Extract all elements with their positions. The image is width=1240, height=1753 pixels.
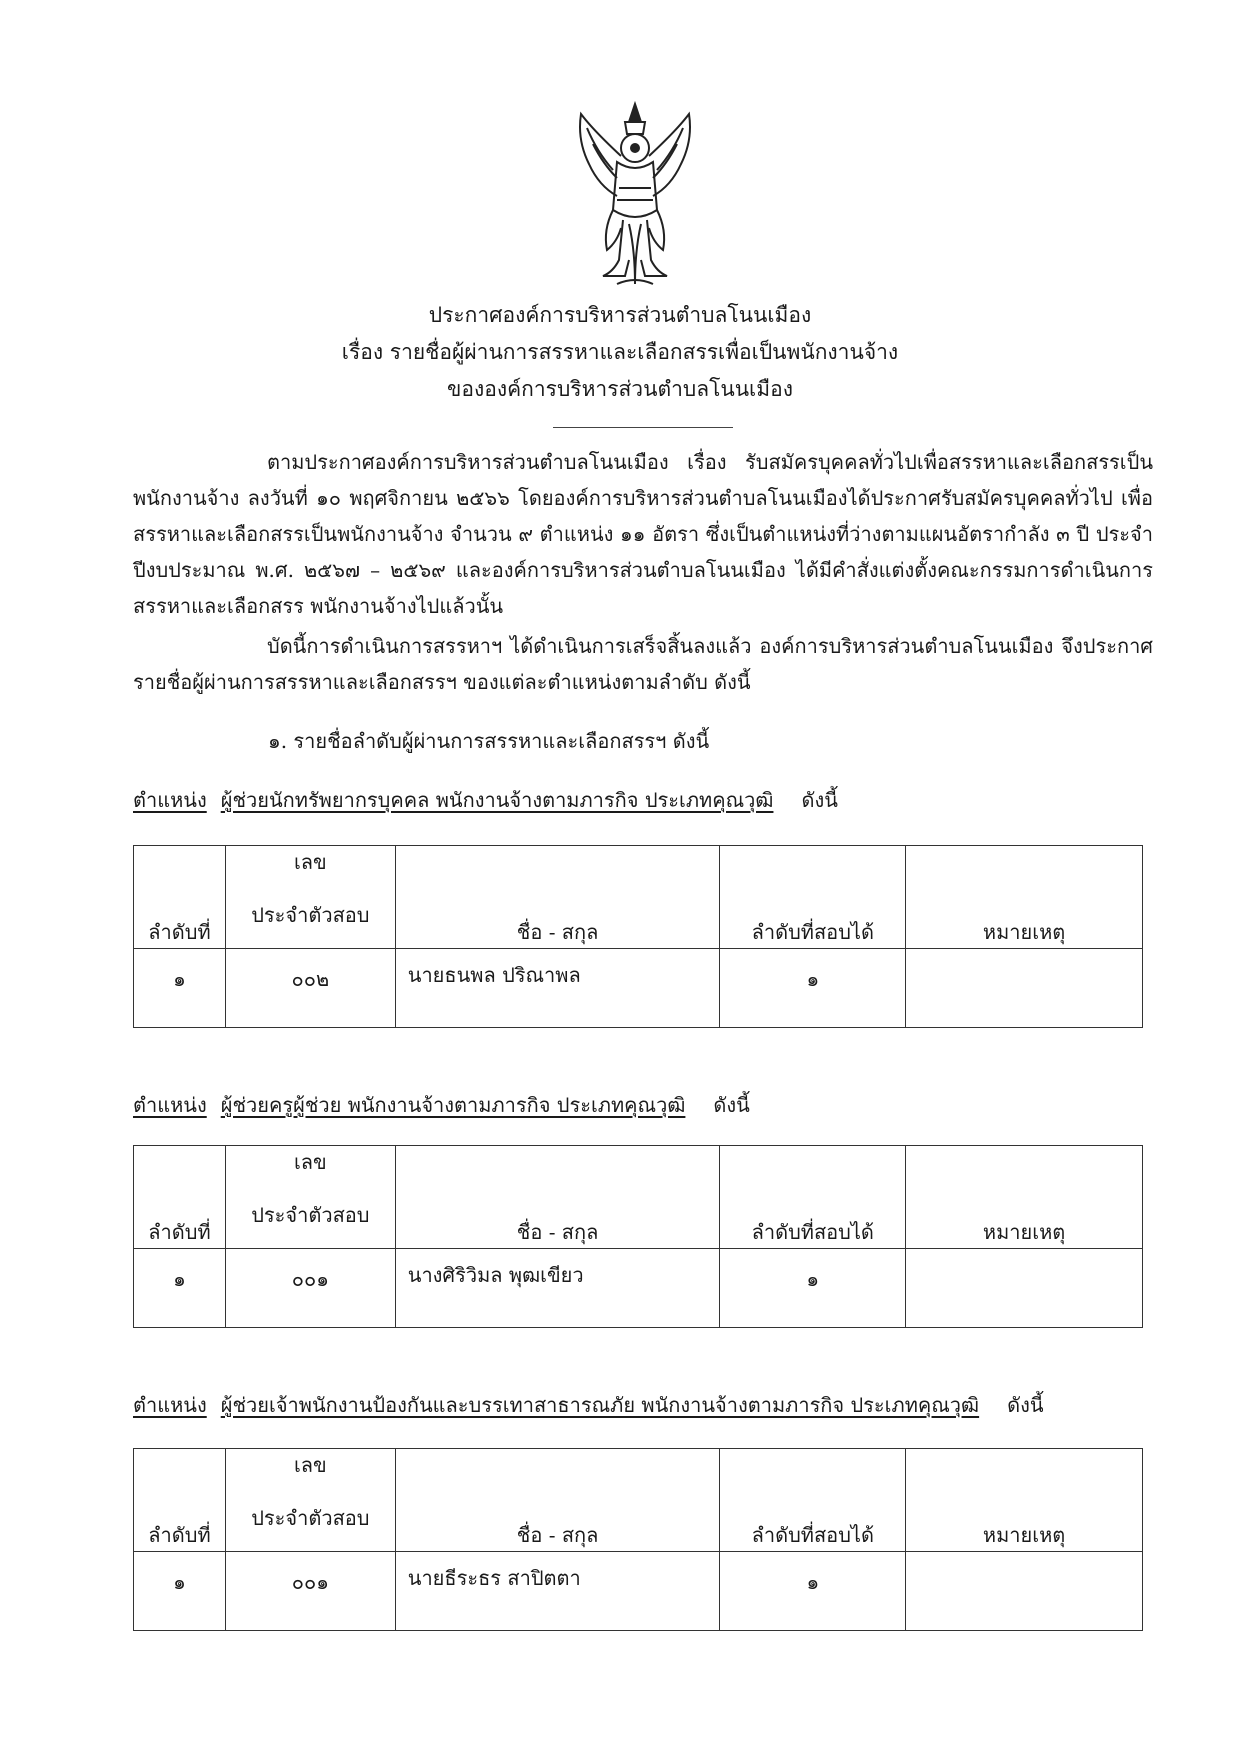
header-rank: ลำดับที่สอบได้ [720, 846, 906, 949]
cell-exam-id: ๐๐๑ [225, 1552, 395, 1631]
position-suffix: ดังนี้ [713, 1093, 750, 1117]
header-exam-id-top: เลข [225, 846, 395, 883]
header-name: ชื่อ - สกุล [395, 1449, 720, 1552]
results-table [133, 845, 1143, 1028]
table-row [134, 949, 1143, 1028]
body-paragraph-1: ตามประกาศองค์การบริหารส่วนตำบลโนนเมือง เรื่อง รับสมัครบุคคลทั่วไปเพื่อสรรหาและเลือกสรรเป็นพนักงานจ้าง ลงวันที่ ๑๐ พฤศจิกายน ๒๕๖๖ โดยองค์การบริหารส่วนตำบลโนนเมืองได้ประกาศรับสมัครบุคคลทั่วไป เพื่อสรรหาและเลือกสรรเป็นพนักงานจ้าง จำนวน ๙ ตำแหน่ง ๑๑ อัตรา ซึ่งเป็นตำแหน่งที่ว่างตามแผนอัตรากำลัง ๓ ปี ประจำปีงบประมาณ พ.ศ. ๒๕๖๗ – ๒๕๖๙ และองค์การบริหารส่วนตำบลโนนเมือง ได้มีคำสั่งแต่งตั้งคณะกรรมการดำเนินการสรรหาและเลือกสรร พนักงานจ้างไปแล้วนั้น [133, 450, 1153, 618]
cell-rank: ๑ [720, 1552, 906, 1631]
position-label: ตำแหน่ง [133, 1393, 207, 1417]
cell-exam-id: ๐๐๑ [225, 1249, 395, 1328]
header-remark: หมายเหตุ [906, 1449, 1143, 1552]
results-table [133, 1448, 1143, 1631]
list-item-1: ๑. รายชื่อลำดับผู้ผ่านการสรรหาและเลือกสรรฯ ดังนี้ [268, 729, 710, 753]
header-exam-id-bottom: ประจำตัวสอบ [225, 1485, 395, 1552]
announcement-title: ประกาศองค์การบริหารส่วนตำบลโนนเมือง [428, 303, 812, 327]
header-order: ลำดับที่ [134, 846, 226, 949]
header-name: ชื่อ - สกุล [395, 846, 720, 949]
header-order: ลำดับที่ [134, 1449, 226, 1552]
announcement-issuer: ขององค์การบริหารส่วนตำบลโนนเมือง [447, 377, 793, 401]
cell-name: นางศิริวิมล พุฒเขียว [395, 1249, 720, 1328]
position-title: ผู้ช่วยครูผู้ช่วย พนักงานจ้างตามภารกิจ ประเภทคุณวุฒิ [220, 1093, 686, 1117]
garuda-emblem-icon [573, 100, 697, 292]
position-suffix: ดังนี้ [801, 788, 838, 812]
position-heading [133, 1090, 750, 1120]
header-order: ลำดับที่ [134, 1146, 226, 1249]
table-row [134, 1552, 1143, 1631]
announcement-subject: เรื่อง รายชื่อผู้ผ่านการสรรหาและเลือกสรรเพื่อเป็นพนักงานจ้าง [341, 340, 899, 364]
cell-order: ๑ [134, 1552, 226, 1631]
results-table [133, 1145, 1143, 1328]
position-title: ผู้ช่วยเจ้าพนักงานป้องกันและบรรเทาสาธารณภัย พนักงานจ้างตามภารกิจ ประเภทคุณวุฒิ [220, 1393, 980, 1417]
cell-remark [906, 949, 1143, 1028]
cell-name: นายธนพล ปริณาพล [395, 949, 720, 1028]
position-heading [133, 1390, 1044, 1420]
cell-remark [906, 1552, 1143, 1631]
cell-rank: ๑ [720, 949, 906, 1028]
header-exam-id-bottom: ประจำตัวสอบ [225, 882, 395, 949]
header-exam-id-top: เลข [225, 1449, 395, 1486]
cell-order: ๑ [134, 1249, 226, 1328]
header-remark: หมายเหตุ [906, 846, 1143, 949]
position-title: ผู้ช่วยนักทรัพยากรบุคคล พนักงานจ้างตามภารกิจ ประเภทคุณวุฒิ [220, 788, 774, 812]
header-exam-id-bottom: ประจำตัวสอบ [225, 1182, 395, 1249]
table-row [134, 1249, 1143, 1328]
position-suffix: ดังนี้ [1007, 1393, 1044, 1417]
header-name: ชื่อ - สกุล [395, 1146, 720, 1249]
position-label: ตำแหน่ง [133, 788, 207, 812]
body-paragraph-2: บัดนี้การดำเนินการสรรหาฯ ได้ดำเนินการเสร็จสิ้นลงแล้ว องค์การบริหารส่วนตำบลโนนเมือง จึงประกาศรายชื่อผู้ผ่านการสรรหาและเลือกสรรฯ ของแต่ละตำแหน่งตามลำดับ ดังนี้ [133, 634, 1153, 694]
cell-order: ๑ [134, 949, 226, 1028]
header-remark: หมายเหตุ [906, 1146, 1143, 1249]
position-heading [133, 785, 838, 815]
cell-remark [906, 1249, 1143, 1328]
cell-rank: ๑ [720, 1249, 906, 1328]
header-rank: ลำดับที่สอบได้ [720, 1449, 906, 1552]
cell-name: นายธีระธร สาปิตตา [395, 1552, 720, 1631]
cell-exam-id: ๐๐๒ [225, 949, 395, 1028]
title-divider [553, 427, 733, 428]
header-exam-id-top: เลข [225, 1146, 395, 1183]
header-rank: ลำดับที่สอบได้ [720, 1146, 906, 1249]
position-label: ตำแหน่ง [133, 1093, 207, 1117]
